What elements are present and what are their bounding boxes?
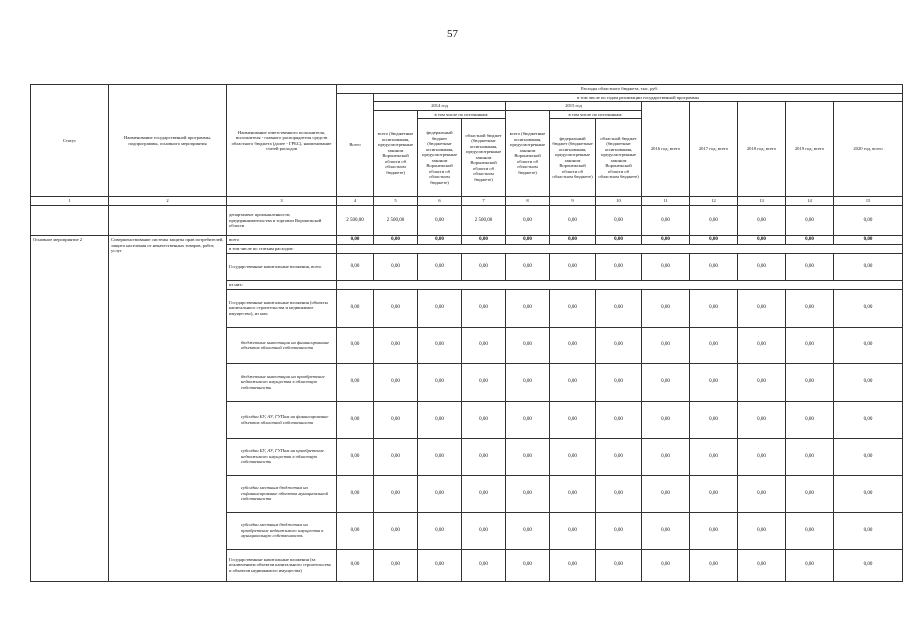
empty-cell — [337, 280, 903, 289]
value-cell: 0,00 — [506, 401, 550, 438]
row-name: Государственные капитальные вложения (объекты капитального строительства и недвижимое имущество), из них: — [227, 289, 337, 327]
value-cell: 0,00 — [418, 327, 462, 363]
header-federal-2014: федеральный бюджет (бюджетные ассигнования, предусмотренные законом Воронежской области об областном бюджете) — [418, 119, 462, 197]
value-cell: 0,00 — [462, 512, 506, 549]
value-cell: 0,00 — [690, 363, 738, 401]
value-cell: 0,00 — [834, 401, 903, 438]
row-name: субсидии местным бюджетам на приобретение недвижимого имущества в муниципальную собственность — [227, 512, 337, 549]
page-number: 57 — [447, 28, 458, 40]
value-cell: 0,00 — [550, 438, 596, 475]
value-cell: 0,00 — [550, 206, 596, 236]
value-cell: 0,00 — [690, 289, 738, 327]
value-cell: 0,00 — [374, 253, 418, 280]
row-name: в том числе по статьям расходов: — [227, 245, 337, 254]
value-cell: 0,00 — [506, 438, 550, 475]
table-row — [31, 206, 903, 236]
value-cell: 0,00 — [506, 475, 550, 512]
value-cell: 0,00 — [642, 475, 690, 512]
value-cell: 0,00 — [738, 438, 786, 475]
row-name: Государственные капитальные вложения, всего — [227, 253, 337, 280]
value-cell: 0,00 — [550, 475, 596, 512]
value-cell: 0,00 — [642, 253, 690, 280]
value-cell: 0,00 — [786, 236, 834, 245]
value-cell: 0,00 — [834, 327, 903, 363]
value-cell: 0,00 — [550, 327, 596, 363]
value-cell: 2 500,00 — [374, 206, 418, 236]
value-cell: 0,00 — [642, 549, 690, 581]
value-cell: 0,00 — [786, 512, 834, 549]
column-index-row — [31, 197, 903, 206]
column-index-cell: 7 — [462, 197, 506, 206]
value-cell: 0,00 — [738, 549, 786, 581]
value-cell: 0,00 — [337, 253, 374, 280]
value-cell: 0,00 — [786, 253, 834, 280]
value-cell: 0,00 — [550, 289, 596, 327]
value-cell: 0,00 — [337, 549, 374, 581]
value-cell: 0,00 — [834, 253, 903, 280]
value-cell: 0,00 — [550, 236, 596, 245]
value-cell: 0,00 — [462, 363, 506, 401]
empty-cell — [109, 206, 227, 236]
column-index-cell: 12 — [690, 197, 738, 206]
header-regional-2014: областной бюджет (бюджетные ассигнования, предусмотренные законом Воронежской области об областном бюджете) — [462, 119, 506, 197]
value-cell: 0,00 — [690, 475, 738, 512]
row-name: из них: — [227, 280, 337, 289]
row-name: субсидии местным бюджетам на софинансирование объектов муниципальной собственности — [227, 475, 337, 512]
value-cell: 0,00 — [834, 289, 903, 327]
value-cell: 0,00 — [596, 289, 642, 327]
value-cell: 0,00 — [418, 512, 462, 549]
value-cell: 0,00 — [690, 327, 738, 363]
value-cell: 0,00 — [738, 401, 786, 438]
value-cell: 0,00 — [550, 363, 596, 401]
value-cell: 0,00 — [786, 475, 834, 512]
value-cell: 0,00 — [374, 475, 418, 512]
value-cell: 0,00 — [596, 253, 642, 280]
value-cell: 0,00 — [738, 512, 786, 549]
value-cell: 0,00 — [506, 236, 550, 245]
value-cell: 0,00 — [738, 327, 786, 363]
value-cell: 0,00 — [738, 289, 786, 327]
value-cell: 0,00 — [550, 512, 596, 549]
column-index-cell: 4 — [337, 197, 374, 206]
header-year-2014: 2014 год — [374, 102, 506, 111]
value-cell: 0,00 — [418, 401, 462, 438]
header-program-name: Наименование государственной программы, подпрограммы, основного мероприятия — [109, 85, 227, 197]
value-cell: 0,00 — [337, 236, 374, 245]
value-cell: 0,00 — [834, 438, 903, 475]
value-cell: 0,00 — [642, 289, 690, 327]
value-cell: 0,00 — [418, 549, 462, 581]
column-index-cell: 3 — [227, 197, 337, 206]
value-cell: 0,00 — [462, 475, 506, 512]
value-cell: 0,00 — [596, 475, 642, 512]
value-cell: 0,00 — [690, 512, 738, 549]
value-cell: 0,00 — [550, 549, 596, 581]
value-cell: 0,00 — [374, 363, 418, 401]
value-cell: 0,00 — [337, 438, 374, 475]
value-cell: 0,00 — [786, 327, 834, 363]
value-cell: 0,00 — [642, 363, 690, 401]
value-cell: 0,00 — [596, 327, 642, 363]
value-cell: 0,00 — [506, 363, 550, 401]
header-by-sources-2015: в том числе по источникам: — [550, 110, 642, 119]
value-cell: 0,00 — [834, 363, 903, 401]
row-name: субсидии БУ, АУ, ГУПам на приобретение недвижимого имущества в областную собственность — [227, 438, 337, 475]
value-cell: 0,00 — [690, 236, 738, 245]
value-cell: 0,00 — [418, 475, 462, 512]
column-index-cell: 15 — [834, 197, 903, 206]
column-index-cell: 11 — [642, 197, 690, 206]
header-by-years: в том числе по годам реализации государственной программы — [374, 93, 903, 102]
value-cell: 0,00 — [374, 236, 418, 245]
value-cell: 0,00 — [596, 438, 642, 475]
value-cell: 0,00 — [834, 549, 903, 581]
value-cell: 0,00 — [337, 289, 374, 327]
value-cell: 0,00 — [596, 549, 642, 581]
value-cell: 0,00 — [418, 236, 462, 245]
header-2018: 2018 год, всего — [738, 102, 786, 197]
value-cell: 0,00 — [462, 289, 506, 327]
value-cell: 0,00 — [374, 438, 418, 475]
value-cell: 0,00 — [418, 206, 462, 236]
value-cell: 0,00 — [786, 363, 834, 401]
header-year-2015: 2015 год — [506, 102, 642, 111]
value-cell: 0,00 — [506, 549, 550, 581]
value-cell: 0,00 — [642, 401, 690, 438]
row-name: субсидии БУ, АУ, ГУПам на финансирование объектов областной собственности — [227, 401, 337, 438]
value-cell: 0,00 — [337, 327, 374, 363]
value-cell: 0,00 — [462, 549, 506, 581]
value-cell: 0,00 — [506, 289, 550, 327]
value-cell: 0,00 — [786, 549, 834, 581]
column-index-cell: 10 — [596, 197, 642, 206]
value-cell: 0,00 — [834, 206, 903, 236]
value-cell: 0,00 — [690, 549, 738, 581]
value-cell: 2 500,00 — [337, 206, 374, 236]
header-by-sources-2014: в том числе по источникам: — [418, 110, 506, 119]
value-cell: 0,00 — [786, 401, 834, 438]
column-index-cell: 2 — [109, 197, 227, 206]
column-index-cell: 9 — [550, 197, 596, 206]
header-federal-2015: федеральный бюджет (бюджетные ассигнования, предусмотренные законом Воронежской области об областном бюджете) — [550, 119, 596, 197]
header-all-2015: всего (бюджетные ассигнования, предусмотренные законом Воронежской области об областном бюджете) — [506, 110, 550, 197]
header-expenses-title: Расходы областного бюджета, тыс. руб. — [337, 85, 903, 94]
column-index-cell: 13 — [738, 197, 786, 206]
value-cell: 0,00 — [462, 438, 506, 475]
value-cell: 0,00 — [506, 206, 550, 236]
row-name: Государственные капитальные вложения (за исключением объектов капитального строительства и объектов недвижимого имущества) — [227, 549, 337, 581]
value-cell: 0,00 — [596, 236, 642, 245]
value-cell: 0,00 — [834, 475, 903, 512]
value-cell: 0,00 — [374, 512, 418, 549]
header-2020: 2020 год, всего — [834, 102, 903, 197]
value-cell: 0,00 — [462, 236, 506, 245]
budget-table — [30, 84, 903, 582]
value-cell: 0,00 — [374, 289, 418, 327]
value-cell: 0,00 — [738, 475, 786, 512]
value-cell: 0,00 — [462, 253, 506, 280]
value-cell: 0,00 — [337, 363, 374, 401]
header-regional-2015: областной бюджет (бюджетные ассигнования, предусмотренные законом Воронежской области об областном бюджете) — [596, 119, 642, 197]
value-cell: 0,00 — [462, 327, 506, 363]
header-executor: Наименование ответственного исполнителя, исполнителя - главного распорядителя средств областного бюджета (далее - ГРБС), наименование статей расходов — [227, 85, 337, 197]
value-cell: 0,00 — [418, 363, 462, 401]
value-cell: 0,00 — [642, 327, 690, 363]
value-cell: 0,00 — [337, 401, 374, 438]
value-cell: 0,00 — [337, 512, 374, 549]
header-status: Статус — [31, 85, 109, 197]
value-cell: 0,00 — [337, 475, 374, 512]
header-all-2014: всего (бюджетные ассигнования, предусмотренные законом Воронежской области об областном бюджете) — [374, 110, 418, 197]
header-2019: 2019 год, всего — [786, 102, 834, 197]
value-cell: 0,00 — [418, 438, 462, 475]
value-cell: 0,00 — [786, 289, 834, 327]
value-cell: 0,00 — [596, 363, 642, 401]
activity-status: Основное мероприятие 2 — [31, 236, 109, 582]
activity-name: Совершенствование системы защиты прав потребителей, защита населения от некачественных товаров, работ, услуг — [109, 236, 227, 582]
value-cell: 0,00 — [506, 327, 550, 363]
value-cell: 2 500,00 — [462, 206, 506, 236]
value-cell: 0,00 — [738, 206, 786, 236]
value-cell: 0,00 — [596, 401, 642, 438]
value-cell: 0,00 — [642, 512, 690, 549]
value-cell: 0,00 — [596, 512, 642, 549]
value-cell: 0,00 — [738, 363, 786, 401]
column-index-cell: 6 — [418, 197, 462, 206]
value-cell: 0,00 — [462, 401, 506, 438]
value-cell: 0,00 — [418, 253, 462, 280]
row-name: департамент промышленности, предпринимательства и торговли Воронежской области — [227, 206, 337, 236]
row-name: бюджетные инвестиции на приобретение недвижимого имущества в областную собственность — [227, 363, 337, 401]
column-index-cell: 5 — [374, 197, 418, 206]
value-cell: 0,00 — [642, 206, 690, 236]
value-cell: 0,00 — [506, 253, 550, 280]
value-cell: 0,00 — [418, 289, 462, 327]
value-cell: 0,00 — [374, 549, 418, 581]
value-cell: 0,00 — [374, 327, 418, 363]
value-cell: 0,00 — [690, 206, 738, 236]
value-cell: 0,00 — [506, 512, 550, 549]
value-cell: 0,00 — [550, 253, 596, 280]
value-cell: 0,00 — [834, 236, 903, 245]
value-cell: 0,00 — [596, 206, 642, 236]
header-2016: 2016 год, всего — [642, 102, 690, 197]
value-cell: 0,00 — [642, 438, 690, 475]
value-cell: 0,00 — [550, 401, 596, 438]
table-row — [31, 236, 903, 245]
column-index-cell: 8 — [506, 197, 550, 206]
empty-cell — [337, 245, 903, 254]
row-name: бюджетные инвестиции на финансирование объектов областной собственности — [227, 327, 337, 363]
value-cell: 0,00 — [642, 236, 690, 245]
value-cell: 0,00 — [834, 512, 903, 549]
value-cell: 0,00 — [786, 206, 834, 236]
value-cell: 0,00 — [690, 438, 738, 475]
empty-cell — [31, 206, 109, 236]
header-total: Всего — [337, 93, 374, 197]
header-2017: 2017 год, всего — [690, 102, 738, 197]
value-cell: 0,00 — [690, 253, 738, 280]
value-cell: 0,00 — [374, 401, 418, 438]
value-cell: 0,00 — [786, 438, 834, 475]
column-index-cell: 14 — [786, 197, 834, 206]
row-name: всего — [227, 236, 337, 245]
value-cell: 0,00 — [738, 253, 786, 280]
value-cell: 0,00 — [690, 401, 738, 438]
value-cell: 0,00 — [738, 236, 786, 245]
column-index-cell: 1 — [31, 197, 109, 206]
